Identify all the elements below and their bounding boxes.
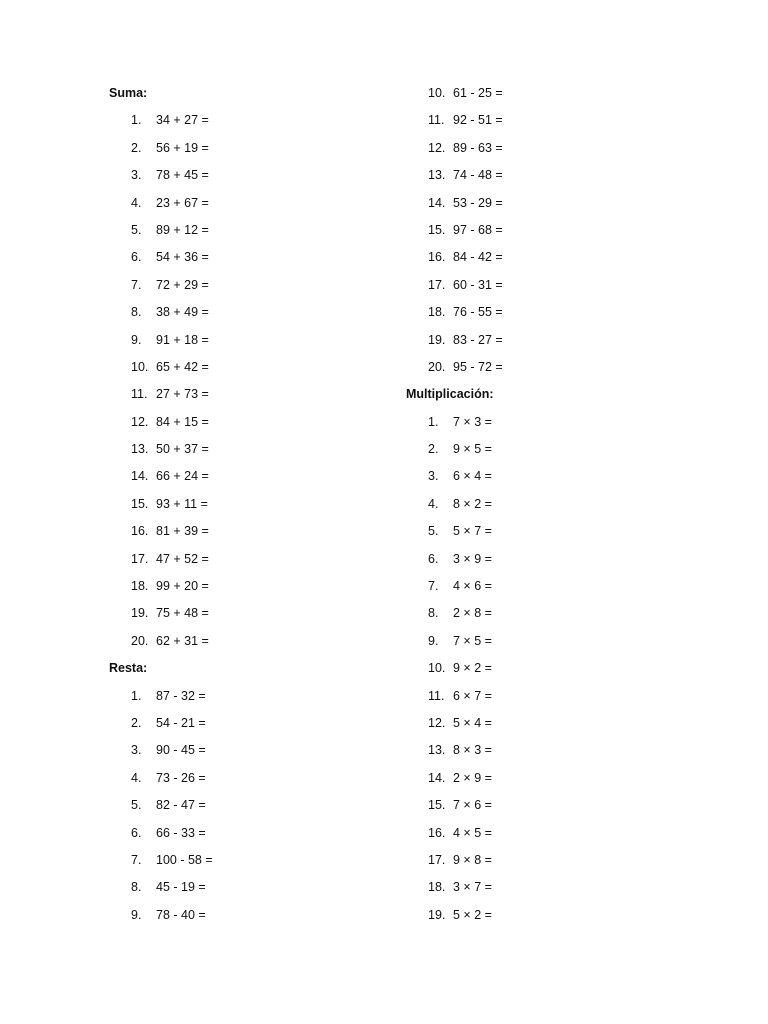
exercise-expression: 56 + 19 =	[156, 140, 209, 155]
exercise-expression: 89 + 12 =	[156, 222, 209, 237]
exercise-number: 13.	[428, 168, 446, 183]
exercise-number: 1.	[131, 688, 142, 703]
exercise-item	[109, 578, 399, 605]
exercise-expression: 78 + 45 =	[156, 168, 209, 183]
exercise-item	[406, 277, 706, 304]
exercise-expression: 60 - 31 =	[453, 277, 503, 292]
exercise-item	[406, 825, 706, 852]
exercise-expression: 100 - 58 =	[156, 852, 213, 867]
exercise-number: 11.	[428, 688, 445, 703]
exercise-expression: 54 + 36 =	[156, 250, 209, 265]
exercise-item	[406, 660, 706, 687]
exercise-expression: 34 + 27 =	[156, 113, 209, 128]
exercise-expression: 65 + 42 =	[156, 359, 209, 374]
exercise-expression: 92 - 51 =	[453, 113, 503, 128]
exercise-expression: 7 × 3 =	[453, 414, 492, 429]
exercise-expression: 2 × 8 =	[453, 606, 492, 621]
exercise-expression: 5 × 4 =	[453, 715, 492, 730]
exercise-expression: 4 × 6 =	[453, 579, 492, 594]
exercise-number: 10.	[428, 661, 446, 676]
exercise-expression: 7 × 5 =	[453, 633, 492, 648]
section-heading: Multiplicación:	[406, 387, 494, 402]
exercise-item	[406, 852, 706, 879]
exercise-number: 9.	[131, 332, 142, 347]
exercise-item	[406, 551, 706, 578]
worksheet-left-column	[109, 85, 399, 934]
exercise-number: 13.	[131, 442, 149, 457]
section-heading: Resta:	[109, 661, 148, 676]
exercise-item	[406, 468, 706, 495]
exercise-item	[109, 523, 399, 550]
exercise-expression: 61 - 25 =	[453, 86, 503, 100]
exercise-item	[109, 195, 399, 222]
exercise-item	[406, 907, 706, 934]
exercise-number: 14.	[428, 770, 446, 785]
exercise-item	[406, 605, 706, 632]
exercise-number: 3.	[428, 469, 439, 484]
exercise-number: 6.	[428, 551, 439, 566]
exercise-expression: 95 - 72 =	[453, 359, 503, 374]
exercise-item	[109, 304, 399, 331]
exercise-item	[109, 332, 399, 359]
exercise-item	[406, 195, 706, 222]
exercise-number: 19.	[131, 606, 149, 621]
exercise-expression: 54 - 21 =	[156, 715, 206, 730]
exercise-expression: 82 - 47 =	[156, 798, 206, 813]
exercise-expression: 7 × 6 =	[453, 798, 492, 813]
exercise-number: 15.	[428, 798, 446, 813]
exercise-item	[109, 140, 399, 167]
exercise-number: 3.	[131, 168, 142, 183]
exercise-item	[109, 688, 399, 715]
exercise-number: 12.	[131, 414, 149, 429]
exercise-item	[109, 797, 399, 824]
exercise-number: 12.	[428, 140, 446, 155]
exercise-item	[406, 496, 706, 523]
exercise-expression: 9 × 5 =	[453, 442, 492, 457]
exercise-expression: 97 - 68 =	[453, 222, 503, 237]
exercise-number: 5.	[428, 524, 439, 539]
exercise-expression: 76 - 55 =	[453, 305, 503, 320]
exercise-number: 5.	[131, 798, 142, 813]
worksheet-right-column	[406, 85, 706, 934]
exercise-expression: 9 × 2 =	[453, 661, 492, 676]
exercise-expression: 73 - 26 =	[156, 770, 206, 785]
exercise-number: 20.	[428, 359, 446, 374]
exercise-expression: 72 + 29 =	[156, 277, 209, 292]
exercise-number: 9.	[428, 633, 439, 648]
exercise-item	[406, 304, 706, 331]
exercise-expression: 3 × 9 =	[453, 551, 492, 566]
exercise-item	[109, 359, 399, 386]
exercise-expression: 4 × 5 =	[453, 825, 492, 840]
exercise-expression: 84 - 42 =	[453, 250, 503, 265]
exercise-expression: 45 - 19 =	[156, 880, 206, 895]
exercise-expression: 38 + 49 =	[156, 305, 209, 320]
exercise-number: 1.	[428, 414, 439, 429]
exercise-expression: 27 + 73 =	[156, 387, 209, 402]
exercise-item	[406, 222, 706, 249]
exercise-item	[109, 770, 399, 797]
exercise-expression: 84 + 15 =	[156, 414, 209, 429]
exercise-number: 2.	[131, 715, 142, 730]
exercise-item	[109, 496, 399, 523]
exercise-expression: 78 - 40 =	[156, 907, 206, 922]
exercise-number: 17.	[428, 277, 446, 292]
exercise-item	[406, 167, 706, 194]
exercise-expression: 5 × 7 =	[453, 524, 492, 539]
exercise-item	[406, 414, 706, 441]
exercise-item	[406, 441, 706, 468]
exercise-item	[406, 688, 706, 715]
exercise-item	[109, 112, 399, 139]
exercise-item	[109, 852, 399, 879]
exercise-number: 18.	[428, 305, 446, 320]
exercise-item	[406, 523, 706, 550]
exercise-item	[406, 797, 706, 824]
exercise-expression: 8 × 2 =	[453, 496, 492, 511]
exercise-item	[406, 85, 706, 112]
exercise-number: 7.	[131, 277, 142, 292]
exercise-number: 12.	[428, 715, 446, 730]
exercise-number: 15.	[131, 496, 149, 511]
exercise-number: 19.	[428, 332, 446, 347]
exercise-number: 5.	[131, 222, 142, 237]
exercise-item	[109, 825, 399, 852]
exercise-item	[109, 277, 399, 304]
exercise-number: 14.	[131, 469, 149, 484]
exercise-number: 18.	[131, 579, 149, 594]
section-heading: Suma:	[109, 86, 148, 100]
exercise-number: 4.	[131, 195, 142, 210]
exercise-expression: 3 × 7 =	[453, 880, 492, 895]
exercise-number: 7.	[131, 852, 142, 867]
exercise-expression: 74 - 48 =	[453, 168, 503, 183]
exercise-item	[109, 907, 399, 934]
exercise-item	[406, 633, 706, 660]
exercise-item	[109, 605, 399, 632]
exercise-item	[109, 879, 399, 906]
exercise-number: 10.	[428, 86, 446, 100]
exercise-number: 7.	[428, 579, 439, 594]
exercise-item	[109, 222, 399, 249]
exercise-number: 16.	[131, 524, 149, 539]
exercise-expression: 90 - 45 =	[156, 743, 206, 758]
exercise-number: 11.	[428, 113, 445, 128]
exercise-number: 16.	[428, 250, 446, 265]
exercise-item	[406, 879, 706, 906]
exercise-expression: 47 + 52 =	[156, 551, 209, 566]
exercise-item	[109, 551, 399, 578]
exercise-item	[406, 140, 706, 167]
exercise-number: 13.	[428, 743, 446, 758]
exercise-number: 4.	[428, 496, 439, 511]
exercise-number: 17.	[131, 551, 149, 566]
exercise-number: 18.	[428, 880, 446, 895]
exercise-expression: 8 × 3 =	[453, 743, 492, 758]
exercise-item	[109, 742, 399, 769]
exercise-number: 1.	[131, 113, 142, 128]
exercise-item	[109, 167, 399, 194]
exercise-expression: 9 × 8 =	[453, 852, 492, 867]
exercise-item	[109, 386, 399, 413]
exercise-expression: 93 + 11 =	[156, 496, 208, 511]
exercise-item	[406, 770, 706, 797]
exercise-expression: 6 × 4 =	[453, 469, 492, 484]
exercise-expression: 6 × 7 =	[453, 688, 492, 703]
exercise-number: 19.	[428, 907, 446, 922]
exercise-expression: 81 + 39 =	[156, 524, 209, 539]
exercise-item	[406, 249, 706, 276]
exercise-item	[406, 112, 706, 139]
exercise-number: 8.	[428, 606, 439, 621]
exercise-item	[109, 633, 399, 660]
exercise-number: 8.	[131, 305, 142, 320]
exercise-number: 15.	[428, 222, 446, 237]
exercise-expression: 2 × 9 =	[453, 770, 492, 785]
exercise-item	[406, 715, 706, 742]
exercise-number: 14.	[428, 195, 446, 210]
exercise-number: 6.	[131, 825, 142, 840]
exercise-number: 11.	[131, 387, 148, 402]
exercise-expression: 91 + 18 =	[156, 332, 209, 347]
exercise-expression: 5 × 2 =	[453, 907, 492, 922]
exercise-expression: 62 + 31 =	[156, 633, 209, 648]
exercise-item	[109, 715, 399, 742]
exercise-item	[406, 578, 706, 605]
exercise-expression: 66 + 24 =	[156, 469, 209, 484]
exercise-expression: 66 - 33 =	[156, 825, 206, 840]
exercise-expression: 50 + 37 =	[156, 442, 209, 457]
exercise-item	[406, 742, 706, 769]
exercise-item	[109, 468, 399, 495]
exercise-item	[406, 332, 706, 359]
exercise-number: 16.	[428, 825, 446, 840]
exercise-expression: 53 - 29 =	[453, 195, 503, 210]
exercise-number: 17.	[428, 852, 446, 867]
exercise-expression: 87 - 32 =	[156, 688, 206, 703]
exercise-expression: 83 - 27 =	[453, 332, 503, 347]
exercise-item	[109, 414, 399, 441]
exercise-item	[109, 441, 399, 468]
exercise-number: 2.	[428, 442, 439, 457]
exercise-expression: 23 + 67 =	[156, 195, 209, 210]
exercise-number: 2.	[131, 140, 142, 155]
exercise-number: 3.	[131, 743, 142, 758]
exercise-number: 9.	[131, 907, 142, 922]
exercise-number: 10.	[131, 359, 149, 374]
exercise-number: 6.	[131, 250, 142, 265]
exercise-expression: 89 - 63 =	[453, 140, 503, 155]
exercise-number: 20.	[131, 633, 149, 648]
exercise-expression: 99 + 20 =	[156, 579, 209, 594]
exercise-number: 8.	[131, 880, 142, 895]
exercise-expression: 75 + 48 =	[156, 606, 209, 621]
exercise-item	[406, 359, 706, 386]
exercise-item	[109, 249, 399, 276]
exercise-number: 4.	[131, 770, 142, 785]
